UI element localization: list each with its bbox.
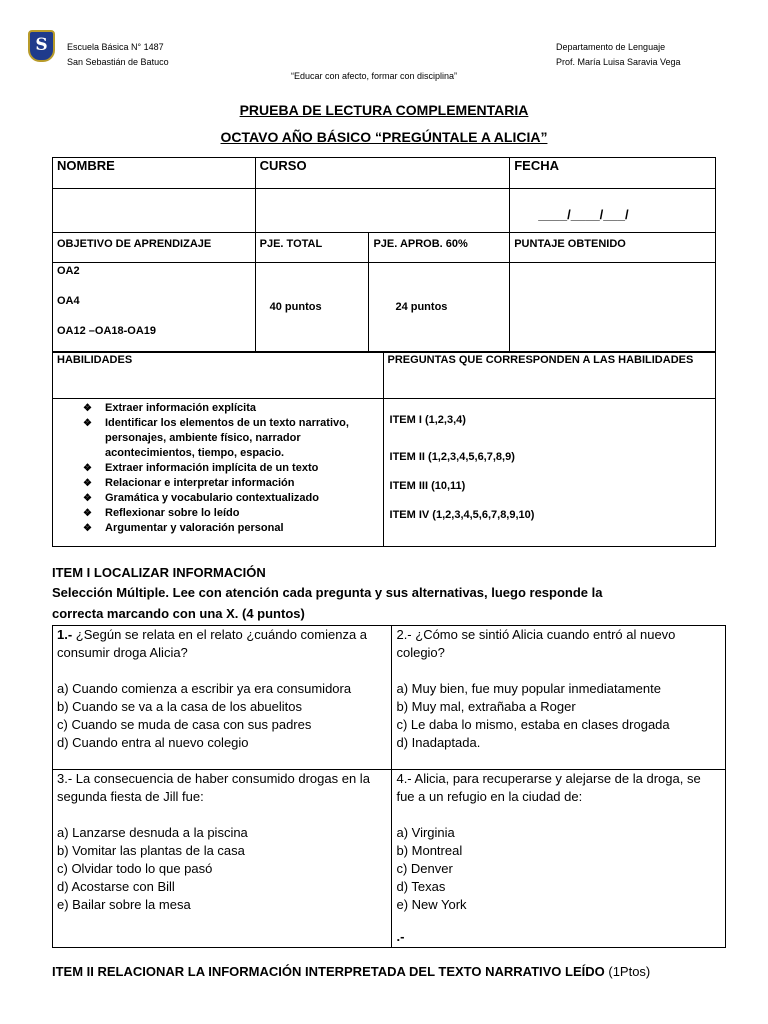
fecha-blank: ____/____/___/ bbox=[538, 207, 629, 222]
pje-aprob-header: PJE. APROB. 60% bbox=[369, 233, 510, 263]
question-number: 3.- bbox=[57, 771, 73, 786]
option[interactable]: a) Cuando comienza a escribir ya era consumidora bbox=[57, 681, 352, 696]
skills-list-cell bbox=[53, 399, 384, 547]
school-name: Escuela Básica N° 1487 bbox=[67, 42, 164, 52]
skill-item: ❖ Extraer información explícita bbox=[105, 401, 379, 416]
question-1 bbox=[53, 626, 392, 770]
question-number: 4.- bbox=[396, 771, 412, 786]
option[interactable]: b) Montreal bbox=[396, 843, 463, 858]
approval-points: 24 puntos bbox=[369, 263, 510, 352]
questions-table bbox=[52, 625, 726, 948]
nombre-header: NOMBRE bbox=[53, 158, 256, 189]
option[interactable]: a) Virginia bbox=[396, 825, 455, 840]
school-location: San Sebastián de Batuco bbox=[67, 57, 169, 67]
skill-item: ❖ Relacionar e interpretar información bbox=[105, 476, 379, 491]
option[interactable]: e) New York bbox=[396, 897, 467, 912]
teacher-name: Prof. María Luisa Saravia Vega bbox=[556, 57, 681, 67]
answer-marker: .- bbox=[396, 929, 405, 944]
department-info bbox=[556, 40, 681, 70]
items-list-cell bbox=[383, 399, 715, 547]
exam-subtitle: OCTAVO AÑO BÁSICO “PREGÚNTALE A ALICIA” bbox=[220, 129, 548, 145]
student-info-table bbox=[52, 157, 716, 352]
question-4 bbox=[392, 770, 726, 948]
fecha-header: FECHA bbox=[510, 158, 716, 189]
school-info bbox=[67, 40, 169, 70]
option[interactable]: e) Bailar sobre la mesa bbox=[57, 897, 191, 912]
skill-item: ❖ Identificar los elementos de un texto narrativo, personajes, ambiente físico, narrador acontecimientos, tiempo, espacio. bbox=[105, 416, 379, 461]
skill-item: ❖ Extraer información implícita de un texto bbox=[105, 461, 379, 476]
option[interactable]: b) Cuando se va a la casa de los abuelitos bbox=[57, 699, 302, 714]
option[interactable]: c) Cuando se muda de casa con sus padres bbox=[57, 717, 312, 732]
option[interactable]: d) Acostarse con Bill bbox=[57, 879, 175, 894]
question-text: La consecuencia de haber consumido drogas en la segunda fiesta de Jill fue: bbox=[57, 771, 370, 804]
question-text: Alicia, para recuperarse y alejarse de la droga, se fue a un refugio en la ciudad de: bbox=[396, 771, 701, 804]
department-name: Departamento de Lenguaje bbox=[556, 42, 666, 52]
curso-header: CURSO bbox=[255, 158, 510, 189]
preguntas-header: PREGUNTAS QUE CORRESPONDEN A LAS HABILIDADES bbox=[383, 353, 715, 399]
question-number: 1.- bbox=[57, 627, 73, 642]
skills-table bbox=[52, 352, 716, 547]
objetivo-header: OBJETIVO DE APRENDIZAJE bbox=[53, 233, 256, 263]
oa-item: OA12 –OA18-OA19 bbox=[57, 325, 157, 337]
item-ref: ITEM IV (1,2,3,4,5,6,7,8,9,10) bbox=[389, 509, 535, 521]
puntaje-obtenido-field[interactable] bbox=[510, 263, 716, 352]
option[interactable]: a) Muy bien, fue muy popular inmediatamente bbox=[396, 681, 661, 696]
fecha-field[interactable] bbox=[510, 189, 716, 233]
section2-title-text: ITEM II RELACIONAR LA INFORMACIÓN INTERPRETADA DEL TEXTO NARRATIVO LEÍDO bbox=[52, 964, 605, 979]
question-text: ¿Según se relata en el relato ¿cuándo comienza a consumir droga Alicia? bbox=[57, 627, 368, 660]
question-2 bbox=[392, 626, 726, 770]
option[interactable]: c) Le daba lo mismo, estaba en clases drogada bbox=[396, 717, 670, 732]
option[interactable]: d) Inadaptada. bbox=[396, 735, 481, 750]
question-text: ¿Cómo se sintió Alicia cuando entró al nuevo colegio? bbox=[396, 627, 676, 660]
curso-field[interactable] bbox=[255, 189, 510, 233]
oa-item: OA2 bbox=[57, 265, 80, 277]
option[interactable]: d) Texas bbox=[396, 879, 446, 894]
skill-item: ❖ Reflexionar sobre lo leído bbox=[105, 506, 379, 521]
pje-total-header: PJE. TOTAL bbox=[255, 233, 369, 263]
oa-item: OA4 bbox=[57, 295, 80, 307]
skill-item: ❖ Gramática y vocabulario contextualizado bbox=[105, 491, 379, 506]
exam-title: PRUEBA DE LECTURA COMPLEMENTARIA bbox=[239, 102, 529, 118]
item-ref: ITEM II (1,2,3,4,5,6,7,8,9) bbox=[389, 451, 515, 463]
oa-list bbox=[53, 263, 256, 352]
option[interactable]: b) Vomitar las plantas de la casa bbox=[57, 843, 245, 858]
option[interactable]: b) Muy mal, extrañaba a Roger bbox=[396, 699, 576, 714]
puntaje-obtenido-header: PUNTAJE OBTENIDO bbox=[510, 233, 716, 263]
option[interactable]: a) Lanzarse desnuda a la piscina bbox=[57, 825, 248, 840]
question-3 bbox=[53, 770, 392, 948]
item-ref: ITEM III (10,11) bbox=[389, 480, 466, 492]
option[interactable]: c) Olvidar todo lo que pasó bbox=[57, 861, 213, 876]
item-ref: ITEM I (1,2,3,4) bbox=[389, 414, 466, 426]
question-number: 2.- bbox=[396, 627, 412, 642]
section2-title bbox=[52, 964, 650, 979]
school-logo: S bbox=[28, 30, 55, 62]
nombre-field[interactable] bbox=[53, 189, 256, 233]
habilidades-header: HABILIDADES bbox=[53, 353, 384, 399]
section1-title: ITEM I LOCALIZAR INFORMACIÓN bbox=[52, 565, 266, 580]
skill-item: ❖ Argumentar y valoración personal bbox=[105, 521, 379, 536]
option[interactable]: c) Denver bbox=[396, 861, 453, 876]
school-motto: “Educar con afecto, formar con disciplina” bbox=[290, 71, 458, 81]
section1-instructions-1: Selección Múltiple. Lee con atención cada pregunta y sus alternativas, luego responde la bbox=[52, 585, 603, 600]
total-points: 40 puntos bbox=[255, 263, 369, 352]
option[interactable]: d) Cuando entra al nuevo colegio bbox=[57, 735, 249, 750]
skills-list bbox=[79, 401, 379, 536]
section2-points: (1Ptos) bbox=[604, 964, 651, 979]
section1-instructions-2: correcta marcando con una X. (4 puntos) bbox=[52, 606, 305, 621]
